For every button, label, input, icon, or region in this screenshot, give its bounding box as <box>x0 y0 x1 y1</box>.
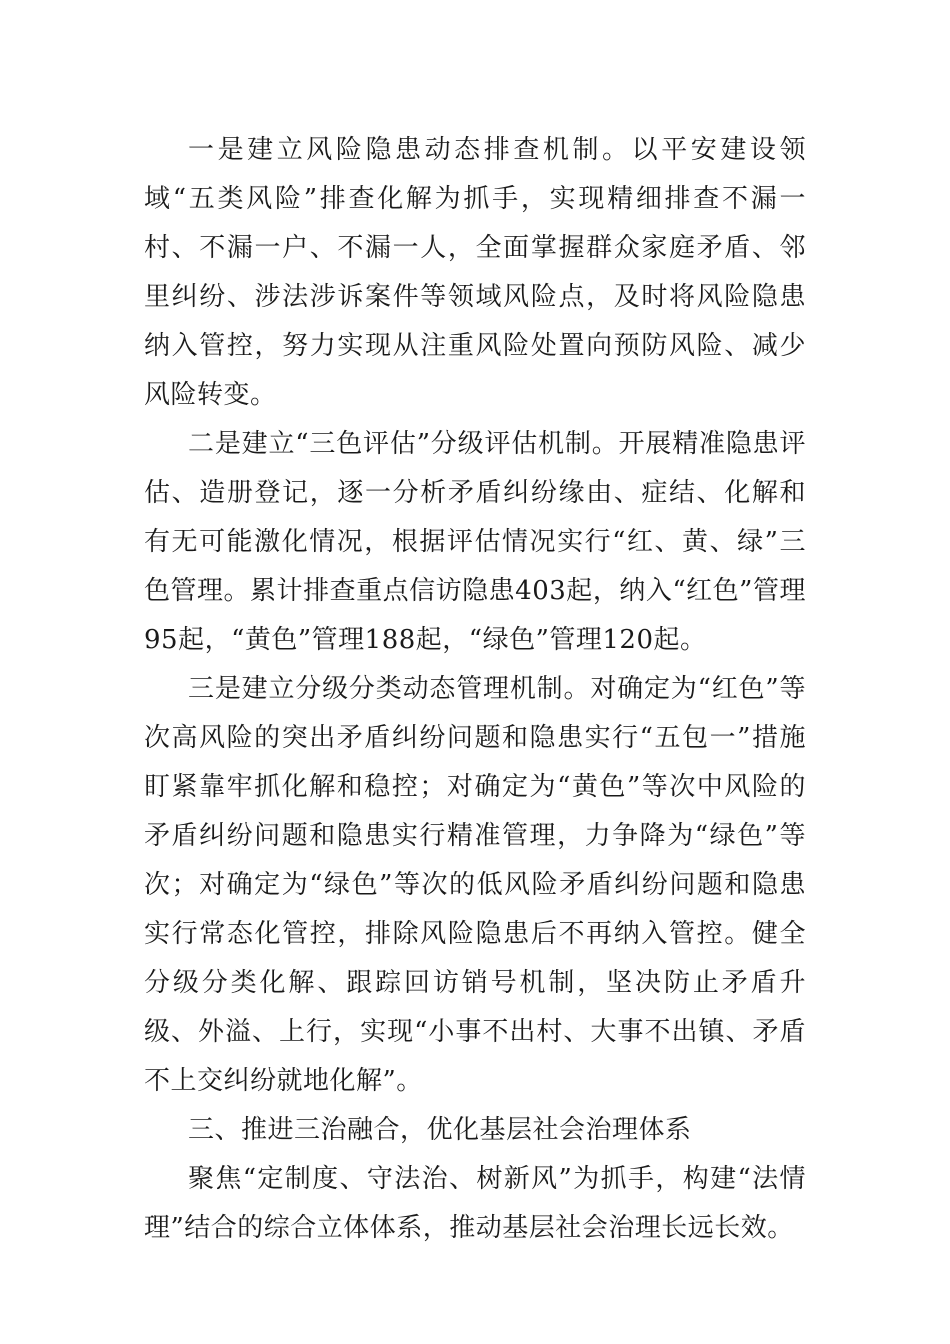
section-heading: 三、推进三治融合，优化基层社会治理体系 <box>188 1115 692 1145</box>
document-body <box>144 126 806 1253</box>
paragraph-three-color-assessment: 二是建立“三色评估”分级评估机制。开展精准隐患评估、造册登记，逐一分析矛盾纠纷缘由、症结、化解和有无可能激化情况，根据评估情况实行“红、黄、绿”三色管理。累计排查重点信访隐患403起，纳入“红色”管理95起，“黄色”管理188起，“绿色”管理120起。 <box>144 429 806 655</box>
paragraph-tiered-management: 三是建立分级分类动态管理机制。对确定为“红色”等次高风险的突出矛盾纠纷问题和隐患实行“五包一”措施盯紧靠牢抓化解和稳控；对确定为“黄色”等次中风险的矛盾纠纷问题和隐患实行精准管理，力争降为“绿色”等次；对确定为“绿色”等次的低风险矛盾纠纷问题和隐患实行常态化管控，排除风险隐患后不再纳入管控。健全分级分类化解、跟踪回访销号机制，坚决防止矛盾升级、外溢、上行，实现“小事不出村、大事不出镇、矛盾不上交纠纷就地化解”。 <box>144 674 806 1096</box>
paragraph-risk-screening: 一是建立风险隐患动态排查机制。以平安建设领域“五类风险”排查化解为抓手，实现精细排查不漏一村、不漏一户、不漏一人，全面掌握群众家庭矛盾、邻里纠纷、涉法涉诉案件等领域风险点，及时将风险隐患纳入管控，努力实现从注重风险处置向预防风险、减少风险转变。 <box>144 135 806 410</box>
paragraph-governance-system: 聚焦“定制度、守法治、树新风”为抓手，构建“法情理”结合的综合立体体系，推动基层社会治理长远长效。 <box>144 1164 806 1243</box>
